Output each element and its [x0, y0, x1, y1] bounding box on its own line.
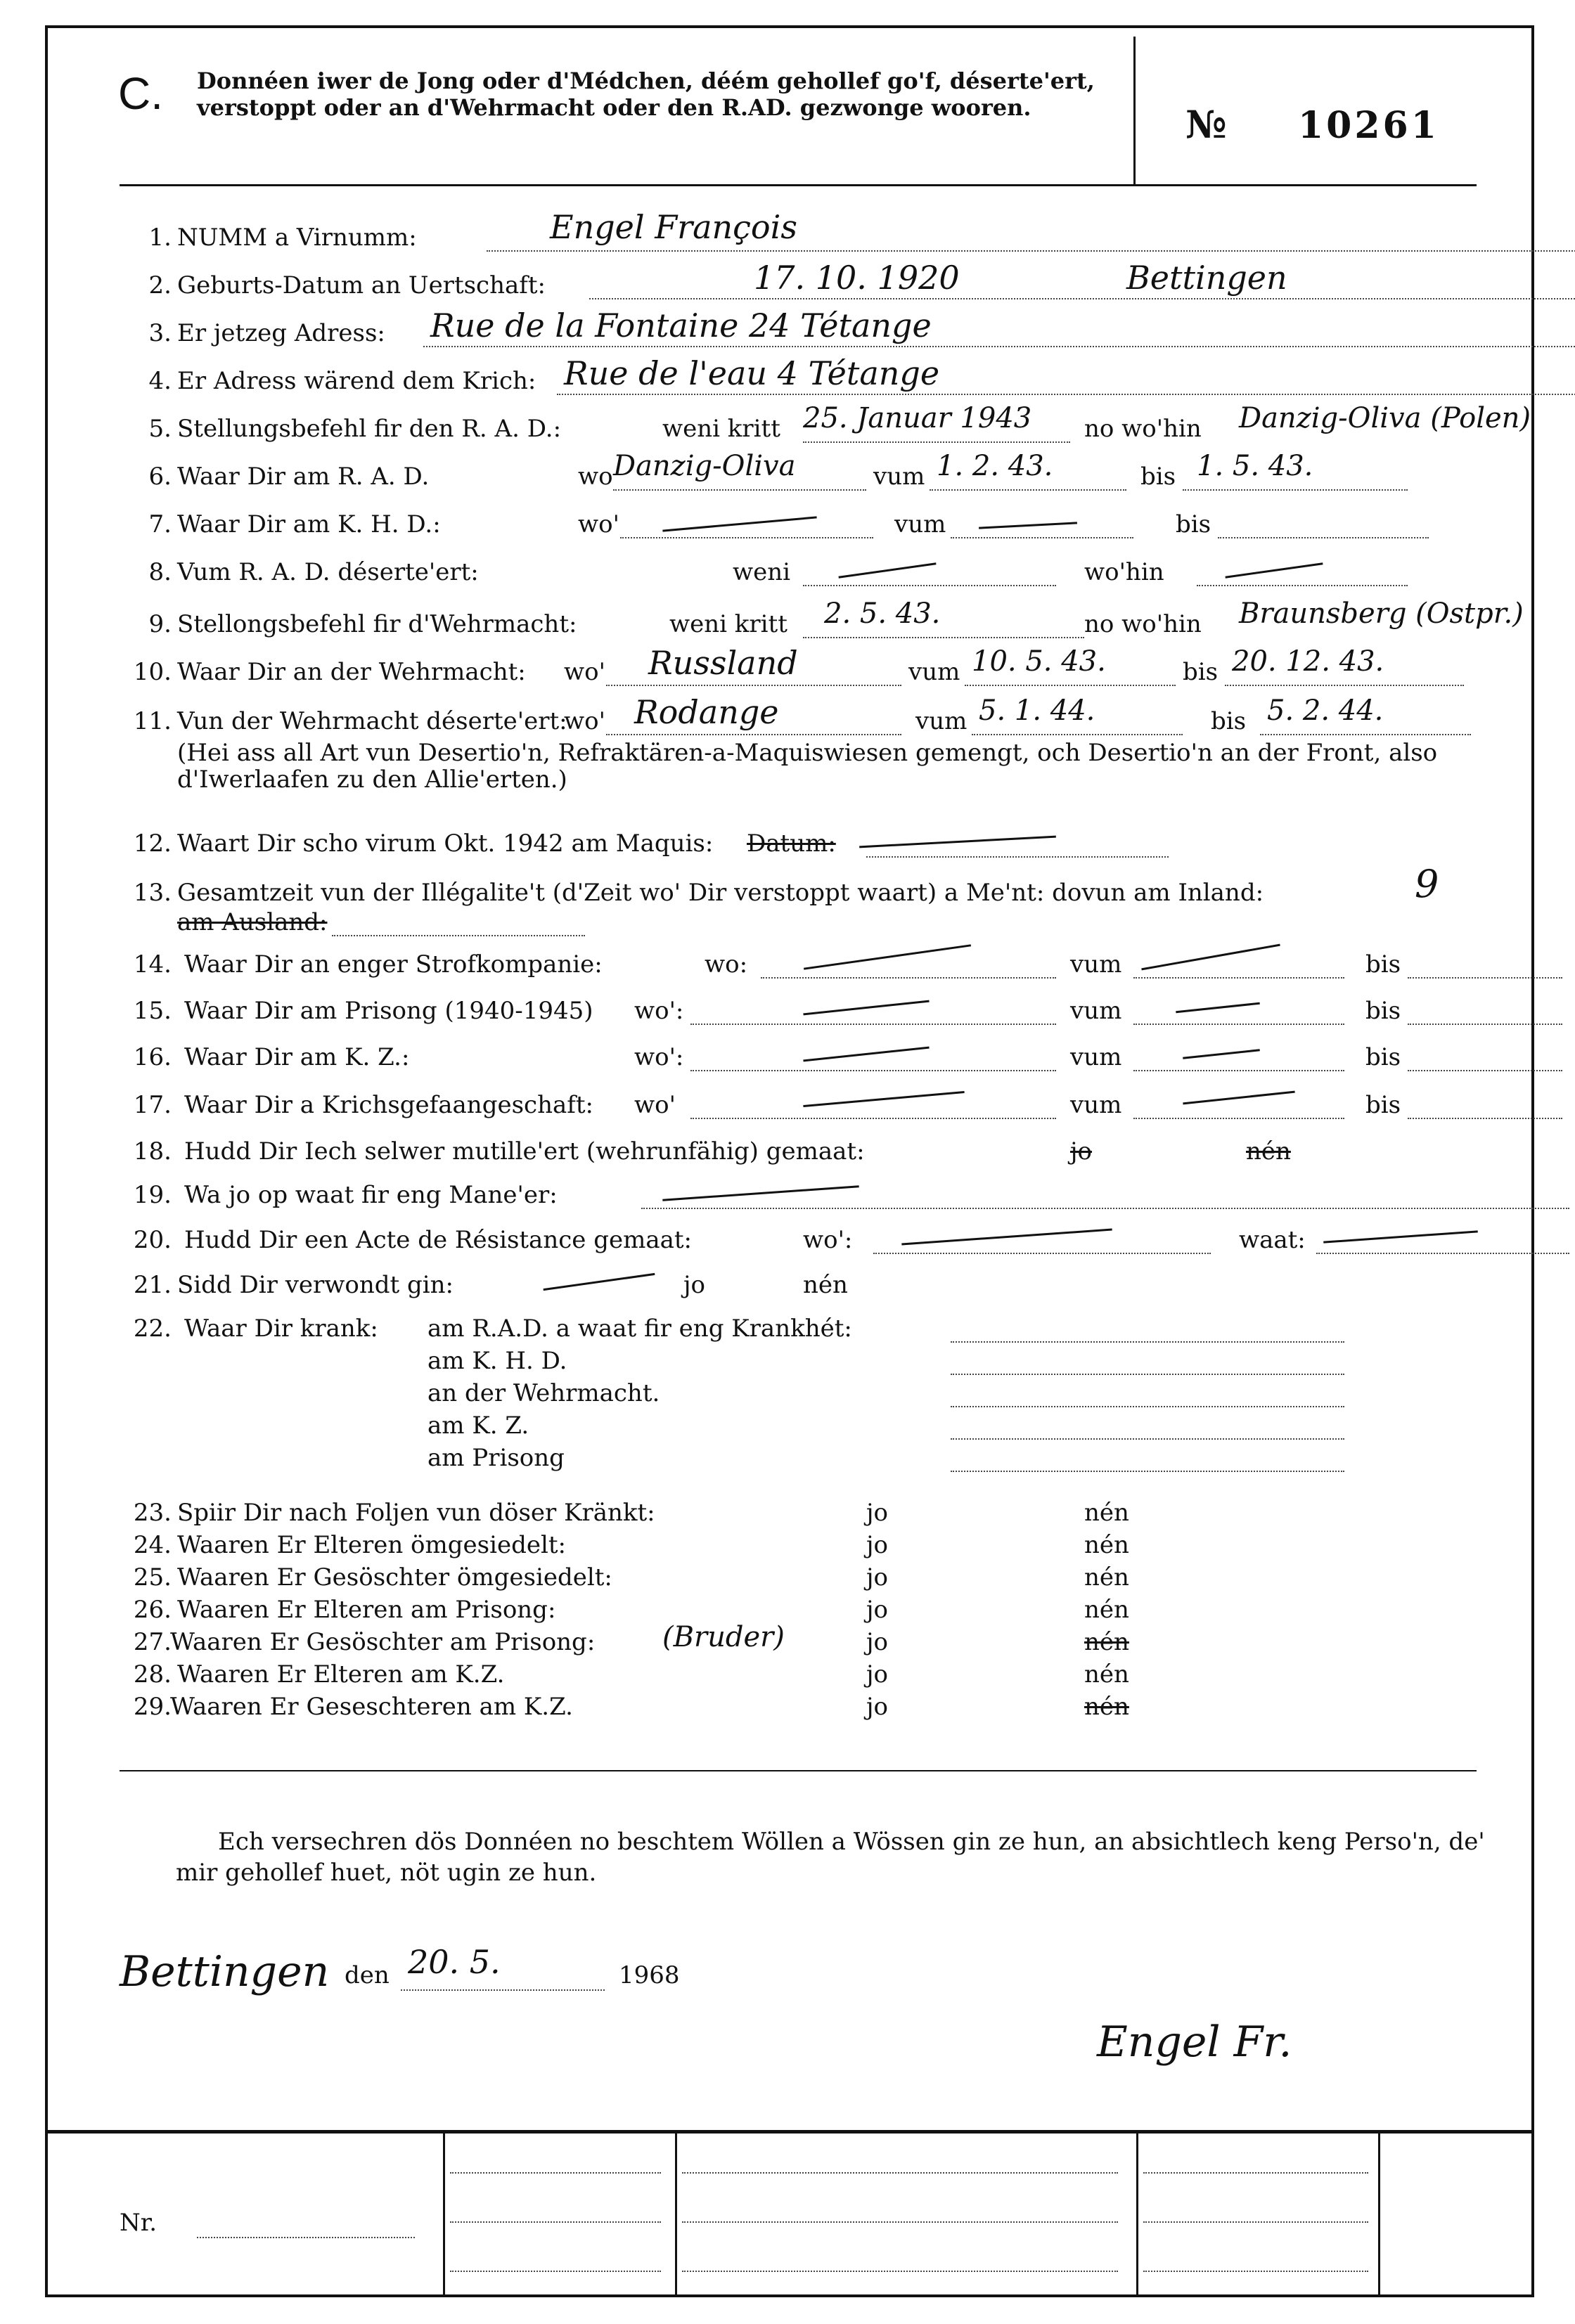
desertion-note: (Hei ass all Art vun Desertio'n, Refraktären-a-Maquiswiesen gemengt, och Desertio'n an der Front, also d'Iwerlaafen zu den Allie'erten.) — [177, 739, 1438, 794]
footer-rule — [45, 2130, 1534, 2133]
handwritten-birthplace: Bettingen — [1126, 259, 1287, 297]
declaration-text: Ech versechren dös Donnéen no beschtem Wöllen a Wössen gin ze hun, an absichtlech keng Perso'n, de' mir gehollef huet, nöt ugin ze hun. — [176, 1828, 1485, 1887]
field-label: NUMM a Virnumm: — [177, 224, 417, 252]
section-title: Donnéen iwer de Jong oder d'Médchen, déém gehollef go'f, déserte'ert, verstoppt oder an d'Wehrmacht oder den R.AD. gezwonge wooren. — [197, 67, 1095, 121]
handwritten-birthdate: 17. 10. 1920 — [754, 259, 960, 297]
signature: Engel Fr. — [1097, 2018, 1292, 2067]
handwritten-address: Rue de la Fontaine 24 Tétange — [430, 306, 932, 344]
header-divider — [1133, 37, 1136, 186]
nr-label: Nr. — [120, 2209, 158, 2237]
signing-place: Bettingen — [120, 1947, 330, 1996]
form-number: 10261 — [1298, 104, 1439, 147]
den-label: den — [345, 1961, 390, 1989]
handwritten-name: Engel François — [550, 208, 797, 246]
section-rule — [120, 1770, 1477, 1771]
signing-year: 1968 — [619, 1961, 680, 1989]
number-sign: № — [1185, 102, 1227, 147]
signing-date: 20. 5. — [408, 1943, 501, 1981]
handwritten-war-address: Rue de l'eau 4 Tétange — [564, 354, 940, 392]
header-rule — [120, 184, 1477, 186]
section-letter: C. — [118, 68, 163, 119]
